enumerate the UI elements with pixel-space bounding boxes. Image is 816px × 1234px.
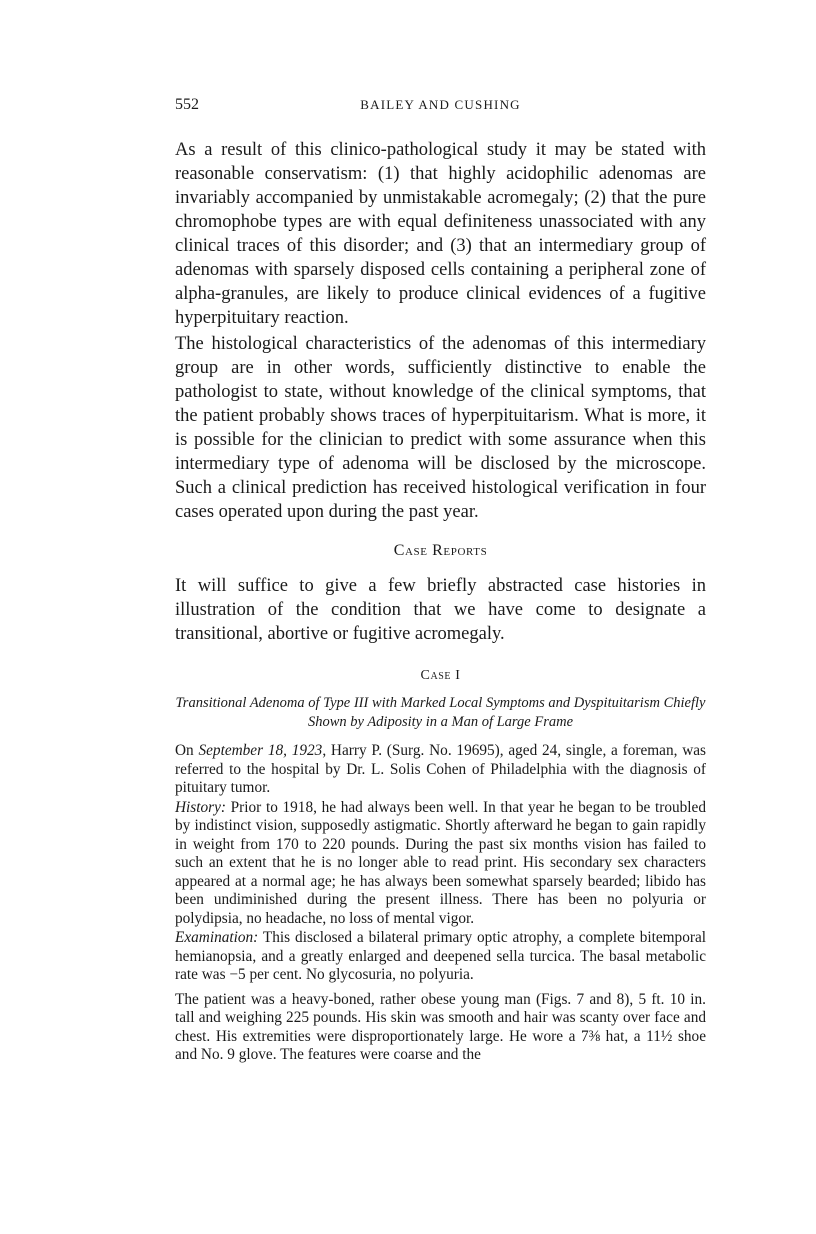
section-heading-label: Case Reports (393, 542, 488, 559)
running-title: BAILEY AND CUSHING (360, 97, 521, 112)
history-text: Prior to 1918, he had always been well. In that year he began to be troubled by indistinct vision, supposedly astigmatic. Shortly afterward he began to gain rapidly in weight from 170 to 220 pounds. During the past six months vision has failed to such an extent that he is no longer able to read print. His secondary sex characters appeared at a normal age; he has always been somewhat sparsely bearded; libido has been undiminished during the present illness. There has been no polyuria or polydipsia, no headache, no loss of mental vigor. (175, 798, 706, 927)
section-heading-case-reports (175, 542, 706, 560)
examination-label: Examination: (175, 929, 259, 946)
physical-description-paragraph: The patient was a heavy-boned, rather obese young man (Figs. 7 and 8), 5 ft. 10 in. tall and weighing 225 pounds. His skin was smooth and hair was scanty over face and chest. His extremities were disproportionately large. He wore a 7⅜ hat, a 11½ shoe and No. 9 glove. The features were coarse and the (175, 990, 706, 1063)
paragraph-histology: The histological characteristics of the adenomas of this intermediary group are in other words, sufficiently distinctive to enable the pathologist to state, without knowledge of the clinical symptoms, that the patient probably shows traces of hyperpituitarism. What is more, it is possible for the clinician to predict with some assurance when this intermediary type of adenoma will be disclosed by the microscope. Such a clinical prediction has received histological verification in four cases operated upon during the past year. (175, 334, 706, 522)
page-number: 552 (175, 96, 199, 113)
examination-paragraph (175, 929, 706, 985)
page (175, 96, 706, 1065)
paragraph-conclusions: As a result of this clinico-pathological study it may be stated with reasonable conservatism: (1) that highly acidophilic adenomas are invariably accompanied by unmistakable acromegaly; (2) that the pure chromophobe types are with equal definiteness unassociated with any clinical traces of this disorder; and (3) that an intermediary group of adenomas with sparsely disposed cells containing a peripheral zone of alpha-granules, are likely to produce clinical evidences of a fugitive hyperpituitary reaction. (175, 140, 706, 328)
case-intro-prefix: On (175, 742, 199, 759)
case-intro-date: September 18, 1923 (198, 742, 323, 759)
history-paragraph (175, 799, 706, 929)
case-intro-paragraph (175, 742, 706, 798)
running-head (175, 96, 706, 120)
case-intro-text: , Harry P. (Surg. No. 19695), aged 24, single, a foreman, was referred to the hospital by Dr. L. Solis Cohen of Philadelphia with the diagnosis of pituitary tumor. (175, 742, 706, 796)
paragraph-case-histories-intro: It will suffice to give a few briefly abstracted case histories in illustration of the condition that we have come to designate a transitional, abortive or fugitive acromegaly. (175, 576, 706, 644)
case-heading: Case I (420, 668, 461, 683)
case-subtitle: Transitional Adenoma of Type III with Marked Local Symptoms and Dyspituitarism Chiefly Shown by Adiposity in a Man of Large Frame (175, 695, 706, 730)
history-label: History: (175, 798, 226, 816)
examination-text: This disclosed a bilateral primary optic atrophy, a complete bitemporal hemianopsia, and a greatly enlarged and deepened sella turcica. The basal metabolic rate was −5 per cent. No glycosuria, no polyuria. (175, 929, 706, 983)
